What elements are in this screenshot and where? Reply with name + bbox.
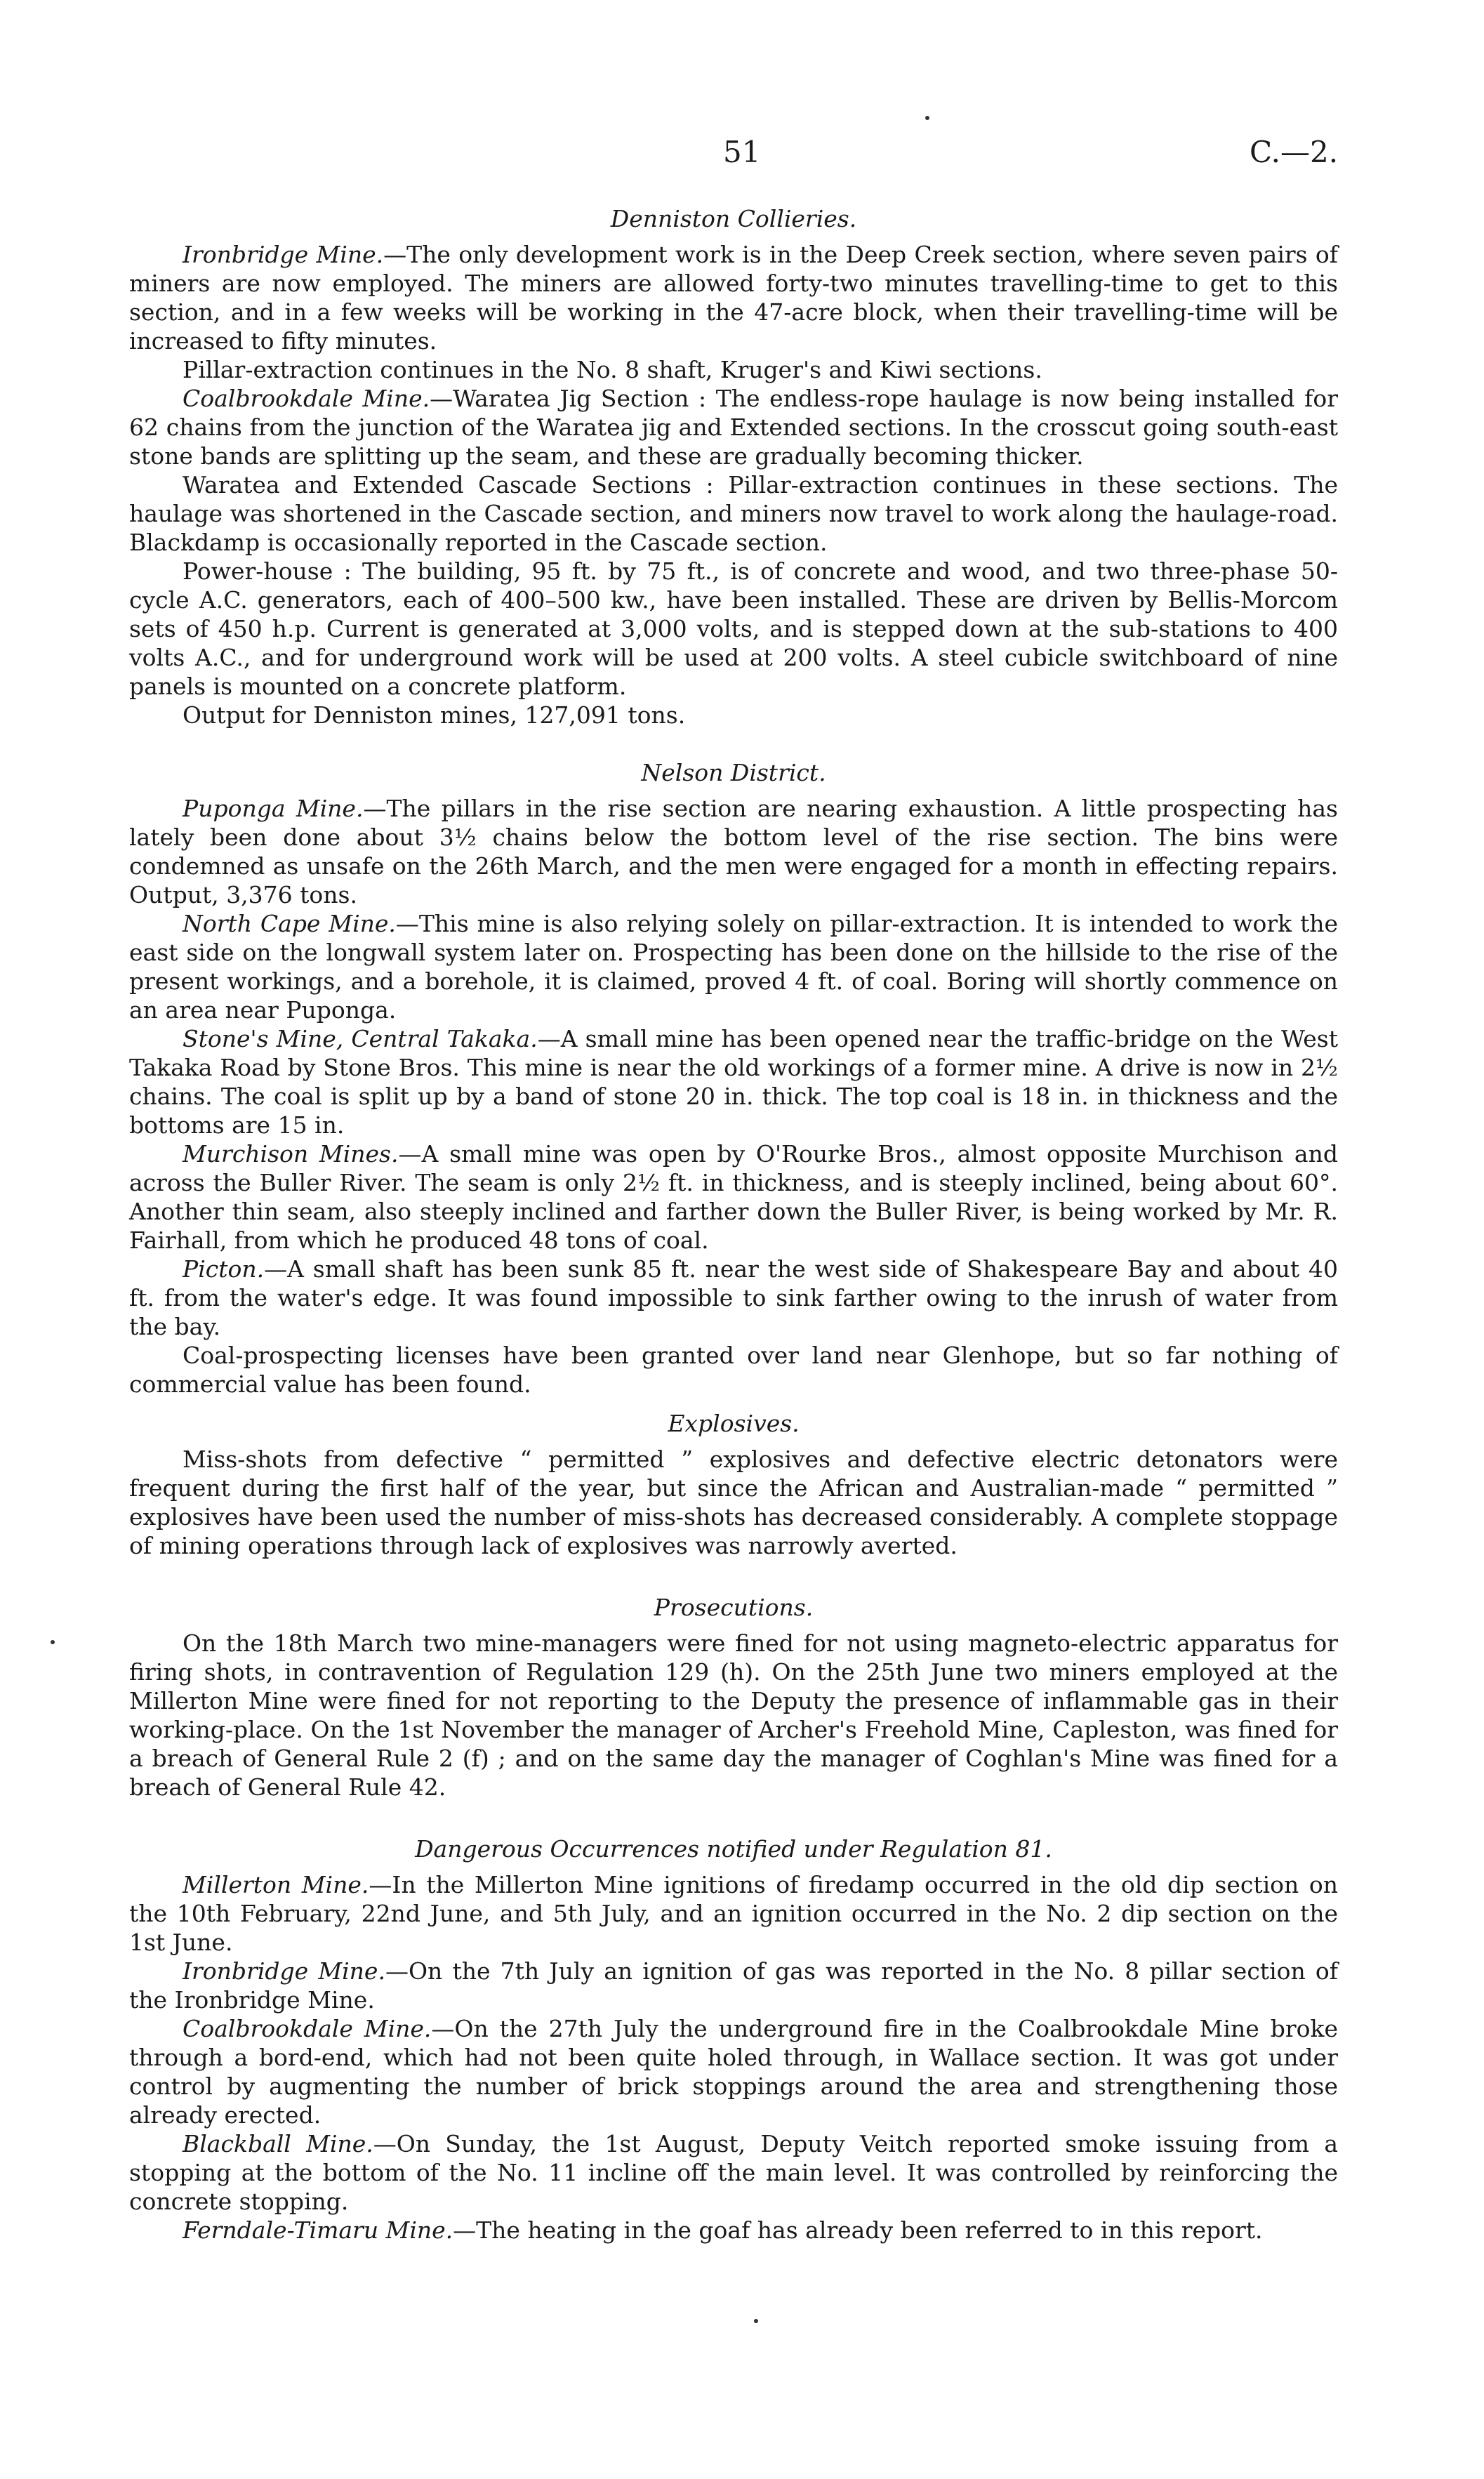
paragraph-title: Coalbrookdale Mine.: [183, 385, 430, 412]
paragraph-title: Millerton Mine.: [183, 1871, 369, 1898]
paragraph-text: —The pillars in the rise section are nearing exhaustion. A little prospecting has lately been done about 3½ chains below the bottom level of the rise section. The bins were condemned as unsafe on the 26th March, and the men were engaged for a month in effecting repairs. Output, 3,376 tons.: [129, 795, 1338, 908]
paragraph-text: Power-house : The building, 95 ft. by 75 ft., is of concrete and wood, and two three-phase 50-cycle A.C. generators, each of 400–500 kw., have been installed. These are driven by Bellis-Morcom sets of 450 h.p. Current is generated at 3,000 volts, and is stepped down at the sub-stations to 400 volts A.C., and for underground work will be used at 200 volts. A steel cubicle switchboard of nine panels is mounted on a concrete platform.: [129, 557, 1338, 700]
paragraph: [129, 240, 1338, 355]
paragraph-text: —On Sunday, the 1st August, Deputy Veitch reported smoke issuing from a stopping at the bottom of the No. 11 incline off the main level. It was controlled by reinforcing the concrete stopping.: [129, 2130, 1338, 2215]
paragraph: [129, 1024, 1338, 1139]
page-body: [129, 204, 1338, 2245]
paragraph-text: Coal-prospecting licenses have been granted over land near Glenhope, but so far nothing of commercial value has been found.: [129, 1342, 1338, 1398]
scan-speck: [51, 1640, 55, 1644]
paragraph-text: —This mine is also relying solely on pillar-extraction. It is intended to work the east side on the longwall system later on. Prospecting has been done on the hillside to the rise of the present workings, and a borehole, it is claimed, proved 4 ft. of coal. Boring will shortly commence on an area near Puponga.: [129, 910, 1338, 1024]
paragraph-text: Pillar-extraction continues in the No. 8 shaft, Kruger's and Kiwi sections.: [183, 356, 1042, 383]
paragraph: [129, 701, 1338, 729]
paragraph: [129, 1139, 1338, 1255]
paragraph-title: Stone's Mine, Central Takaka.: [183, 1025, 538, 1052]
paragraph-text: Output for Denniston mines, 127,091 tons.: [183, 701, 686, 729]
paragraph: [129, 470, 1338, 557]
paragraph: [129, 1629, 1338, 1802]
paragraph-title: Ironbridge Mine.: [183, 1957, 385, 1985]
paragraph: [129, 1445, 1338, 1560]
paragraph-title: Puponga Mine.: [183, 795, 364, 822]
paragraph: [129, 2216, 1338, 2245]
paragraph-text: —The heating in the goaf has already been referred to in this report.: [453, 2216, 1263, 2244]
paragraph-text: Miss-shots from defective “ permitted ” explosives and defective electric detonators were frequent during the first half of the year, but since the African and Australian-made “ permitted ” explosives have been used the number of miss-shots has decreased considerably. A complete stoppage of mining operations through lack of explosives was narrowly averted.: [129, 1446, 1338, 1559]
page-number: 51: [723, 135, 761, 169]
paragraph-text: —A small mine has been opened near the traffic-bridge on the West Takaka Road by Stone Bros. This mine is near the old workings of a former mine. A drive is now in 2½ chains. The coal is split up by a band of stone 20 in. thick. The top coal is 18 in. in thickness and the bottoms are 15 in.: [129, 1025, 1338, 1139]
paragraph-text: Waratea and Extended Cascade Sections : Pillar-extraction continues in these sections. The haulage was shortened in the Cascade section, and miners now travel to work along the haulage-road. Blackdamp is occasionally reported in the Cascade section.: [129, 471, 1338, 556]
section-spacer: [129, 1560, 1338, 1592]
paragraph: [129, 384, 1338, 470]
paragraph-title: North Cape Mine.: [183, 910, 396, 937]
paragraph: [129, 2014, 1338, 2129]
paragraph-text: —Waratea Jig Section : The endless-rope haulage is now being installed for 62 chains from the junction of the Waratea jig and Extended sections. In the crosscut going south-east stone bands are splitting up the seam, and these are gradually becoming thicker.: [129, 385, 1338, 470]
section-heading-denniston: Denniston Collieries.: [610, 205, 857, 232]
paragraph: [129, 355, 1338, 384]
paragraph-title: Picton.: [183, 1255, 265, 1283]
paragraph-title: Ironbridge Mine.: [183, 241, 384, 268]
paragraph-text: —On the 27th July the underground fire in the Coalbrookdale Mine broke through a bord-end, which had not been quite holed through, in Wallace section. It was got under control by augmenting the number of brick stoppings around the area and strengthening those already erected.: [129, 2015, 1338, 2129]
paragraph: [129, 794, 1338, 909]
paragraph: [129, 1870, 1338, 1957]
paragraph-text: —On the 7th July an ignition of gas was reported in the No. 8 pillar section of the Ironbridge Mine.: [129, 1957, 1338, 2014]
paragraph-text: —In the Millerton Mine ignitions of firedamp occurred in the old dip section on the 10th February, 22nd June, and 5th July, and an ignition occurred in the No. 2 dip section on the 1st June.: [129, 1871, 1338, 1956]
paragraph: [129, 909, 1338, 1024]
section-heading-dangerous-occurrences: Dangerous Occurrences notified under Regulation 81.: [415, 1835, 1052, 1863]
scan-speck: [925, 116, 929, 120]
paragraph-text: —A small mine was open by O'Rourke Bros., almost opposite Murchison and across the Buller River. The seam is only 2½ ft. in thickness, and is steeply inclined, being about 60°. Another thin seam, also steeply inclined and farther down the Buller River, is being worked by Mr. R. Fairhall, from which he produced 48 tons of coal.: [129, 1140, 1338, 1254]
paragraph: [129, 1341, 1338, 1399]
document-code: C.—2.: [1250, 135, 1339, 169]
paragraph-text: —A small shaft has been sunk 85 ft. near the west side of Shakespeare Bay and about 40 ft. from the water's edge. It was found impossible to sink farther owing to the inrush of water from the bay.: [129, 1255, 1338, 1340]
paragraph-text: On the 18th March two mine-managers were fined for not using magneto-electric apparatus for firing shots, in contravention of Regulation 129 (h). On the 25th June two miners employed at the Millerton Mine were fined for not reporting to the Deputy the presence of inflammable gas in their working-place. On the 1st November the manager of Archer's Freehold Mine, Capleston, was fined for a breach of General Rule 2 (f) ; and on the same day the manager of Coghlan's Mine was fined for a breach of General Rule 42.: [129, 1629, 1338, 1801]
paragraph-title: Murchison Mines.: [183, 1140, 399, 1168]
section-heading-prosecutions: Prosecutions.: [654, 1594, 814, 1621]
paragraph: [129, 1957, 1338, 2014]
section-heading-explosives: Explosives.: [668, 1410, 800, 1437]
section-heading-nelson: Nelson District.: [641, 759, 826, 786]
section-spacer: [129, 1399, 1338, 1408]
paragraph-text: —The only development work is in the Deep Creek section, where seven pairs of miners are now employed. The miners are allowed forty-two minutes travelling-time to get to this section, and in a few weeks will be working in the 47-acre block, when their travelling-time will be increased to fifty minutes.: [129, 241, 1338, 355]
section-spacer: [129, 729, 1338, 758]
paragraph: [129, 557, 1338, 701]
paragraph-title: Coalbrookdale Mine.: [183, 2015, 432, 2042]
section-spacer: [129, 1802, 1338, 1834]
paragraph-title: Ferndale-Timaru Mine.: [183, 2216, 453, 2244]
scan-speck: [754, 2319, 758, 2323]
paragraph: [129, 2129, 1338, 2216]
paragraph: [129, 1255, 1338, 1341]
paragraph-title: Blackball Mine.: [183, 2130, 373, 2157]
